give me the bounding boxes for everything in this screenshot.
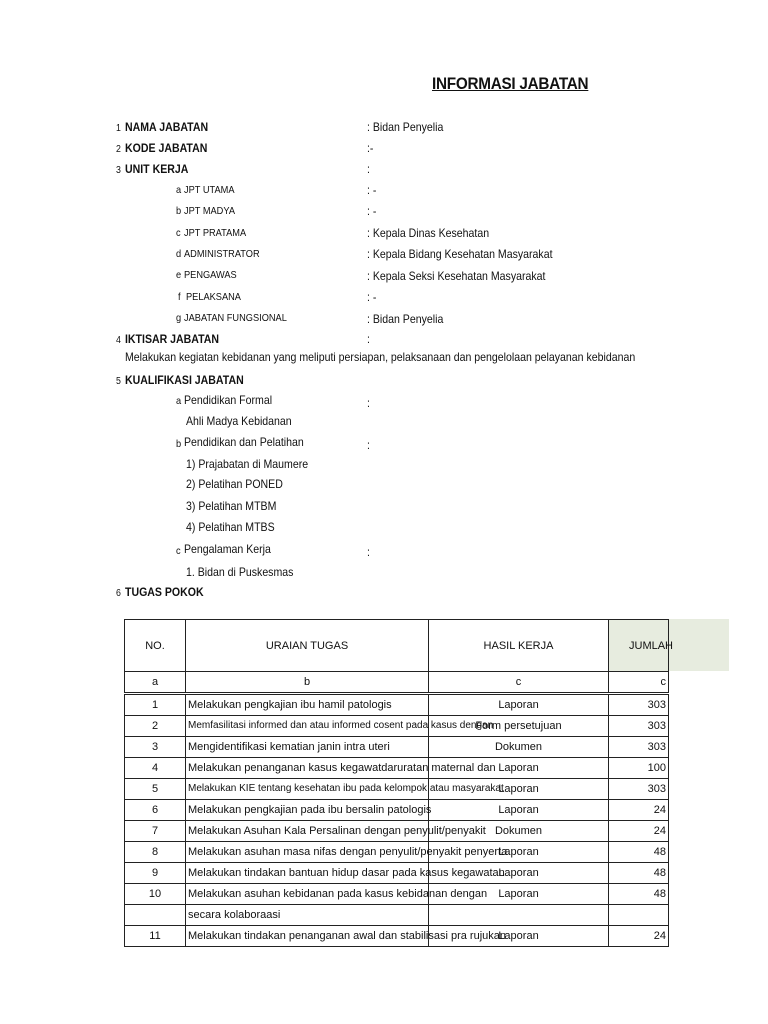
table-row	[125, 884, 669, 905]
pendidikan-formal-colon: :	[367, 396, 370, 410]
table-row	[125, 737, 669, 758]
header-jumlah: JUMLAH	[609, 620, 669, 672]
table-row	[125, 779, 669, 800]
header-hasil: HASIL KERJA	[429, 620, 609, 672]
tugas-table	[124, 619, 674, 947]
table-row	[125, 842, 669, 863]
row-hasil: Laporan	[429, 842, 609, 863]
row-no: 7	[125, 821, 186, 842]
unit-letter: c	[176, 227, 181, 239]
row-uraian: Melakukan Asuhan Kala Persalinan dengan penyulit/penyakit	[186, 821, 429, 842]
row-hasil: Laporan	[429, 779, 609, 800]
unit-label-jabatan-fungsional: JABATAN FUNGSIONAL	[184, 312, 287, 324]
row-jumlah: 100	[609, 758, 669, 779]
table-header-row	[125, 620, 669, 672]
row-uraian: Melakukan pengkajian ibu hamil patologis	[186, 694, 429, 716]
row-no: 2	[125, 716, 186, 737]
field-number: 3	[116, 165, 121, 176]
unit-letter: e	[176, 269, 182, 281]
unit-letter: b	[176, 205, 182, 217]
pelatihan-item: 2) Pelatihan PONED	[186, 477, 283, 491]
iktisar-colon: :	[367, 332, 370, 346]
row-hasil: Laporan	[429, 694, 609, 716]
row-jumlah: 303	[609, 737, 669, 758]
unit-label-administrator: ADMINISTRATOR	[184, 248, 260, 260]
pengalaman-colon: :	[367, 545, 370, 559]
row-hasil: Dokumen	[429, 737, 609, 758]
field-number: 2	[116, 144, 121, 155]
row-hasil: Laporan	[429, 800, 609, 821]
tugas-pokok-label: TUGAS POKOK	[125, 585, 204, 599]
unit-value-jpt-utama: : -	[367, 183, 377, 197]
row-hasil	[429, 905, 609, 926]
table-row	[125, 905, 669, 926]
unit-letter: a	[176, 184, 182, 196]
table-row	[125, 758, 669, 779]
table-row	[125, 716, 669, 737]
field-number: 6	[116, 588, 121, 599]
unit-value-administrator: : Kepala Bidang Kesehatan Masyarakat	[367, 247, 553, 261]
row-uraian: Melakukan asuhan kebidanan pada kasus kebidanan dengan	[186, 884, 429, 905]
pelatihan-item: 1) Prajabatan di Maumere	[186, 457, 309, 471]
letter-uraian: b	[186, 672, 429, 694]
unit-value-jpt-pratama: : Kepala Dinas Kesehatan	[367, 226, 490, 240]
pengalaman-label: Pengalaman Kerja	[184, 542, 271, 556]
jumlah-header-overflow	[668, 619, 729, 671]
row-no	[125, 905, 186, 926]
row-jumlah: 48	[609, 884, 669, 905]
row-jumlah: 24	[609, 821, 669, 842]
table-row	[125, 926, 669, 947]
field-value-kode-jabatan: :-	[367, 141, 374, 155]
field-number: 1	[116, 123, 121, 134]
kualifikasi-label: KUALIFIKASI JABATAN	[125, 373, 244, 387]
pelatihan-item: 3) Pelatihan MTBM	[186, 499, 277, 513]
iktisar-label: IKTISAR JABATAN	[125, 332, 220, 346]
row-no: 6	[125, 800, 186, 821]
row-no: 5	[125, 779, 186, 800]
row-no: 9	[125, 863, 186, 884]
header-uraian: URAIAN TUGAS	[186, 620, 429, 672]
row-uraian: Melakukan tindakan penanganan awal dan stabilisasi pra rujukan	[186, 926, 429, 947]
row-no: 8	[125, 842, 186, 863]
table-row	[125, 821, 669, 842]
pelatihan-item: 4) Pelatihan MTBS	[186, 520, 275, 534]
row-jumlah: 24	[609, 800, 669, 821]
table-row	[125, 863, 669, 884]
unit-letter: f	[178, 291, 181, 303]
table-letter-row	[125, 672, 669, 694]
row-no: 4	[125, 758, 186, 779]
page-title: INFORMASI JABATAN	[432, 74, 589, 93]
row-uraian: secara kolaboraasi	[186, 905, 429, 926]
row-hasil: Laporan	[429, 863, 609, 884]
kualifikasi-letter: b	[176, 438, 182, 450]
unit-value-pelaksana: : -	[367, 290, 377, 304]
field-value-unit-kerja: :	[367, 162, 370, 176]
pendidikan-formal-value: Ahli Madya Kebidanan	[186, 414, 292, 428]
field-value-nama-jabatan: : Bidan Penyelia	[367, 120, 444, 134]
header-no: NO.	[125, 620, 186, 672]
row-no: 11	[125, 926, 186, 947]
letter-no: a	[125, 672, 186, 694]
row-jumlah: 303	[609, 694, 669, 716]
row-hasil: Laporan	[429, 758, 609, 779]
row-no: 1	[125, 694, 186, 716]
letter-jumlah: c	[609, 672, 669, 694]
unit-letter: d	[176, 248, 182, 260]
row-no: 10	[125, 884, 186, 905]
row-hasil: Dokumen	[429, 821, 609, 842]
unit-label-jpt-utama: JPT UTAMA	[184, 184, 235, 196]
row-hasil: Laporan	[429, 884, 609, 905]
pendidikan-pelatihan-colon: :	[367, 438, 370, 452]
row-hasil: Form persetujuan	[429, 716, 609, 737]
row-uraian: Melakukan pengkajian pada ibu bersalin patologis	[186, 800, 429, 821]
row-hasil: Laporan	[429, 926, 609, 947]
unit-label-jpt-madya: JPT MADYA	[184, 205, 236, 217]
row-uraian: Melakukan penanganan kasus kegawatdaruratan maternal dan	[186, 758, 429, 779]
row-uraian: Memfasilitasi informed dan atau informed cosent pada kasus dengan	[186, 716, 429, 737]
row-uraian: Melakukan KIE tentang kesehatan ibu pada kelompok atau masyarakat	[186, 779, 429, 800]
row-jumlah: 24	[609, 926, 669, 947]
unit-label-pengawas: PENGAWAS	[184, 269, 237, 281]
unit-label-jpt-pratama: JPT PRATAMA	[184, 227, 247, 239]
unit-label-pelaksana: PELAKSANA	[186, 291, 241, 303]
field-label-nama-jabatan: NAMA JABATAN	[125, 120, 209, 134]
kualifikasi-letter: a	[176, 395, 182, 407]
unit-value-jpt-madya: : -	[367, 204, 377, 218]
unit-value-jabatan-fungsional: : Bidan Penyelia	[367, 312, 444, 326]
row-uraian: Mengidentifikasi kematian janin intra uteri	[186, 737, 429, 758]
field-number: 5	[116, 376, 121, 387]
kualifikasi-letter: c	[176, 545, 181, 557]
pendidikan-formal-label: Pendidikan Formal	[184, 393, 273, 407]
field-label-kode-jabatan: KODE JABATAN	[125, 141, 208, 155]
row-jumlah: 48	[609, 842, 669, 863]
row-jumlah: 303	[609, 716, 669, 737]
letter-hasil: c	[429, 672, 609, 694]
row-uraian: Melakukan tindakan bantuan hidup dasar pada kasus kegawatan	[186, 863, 429, 884]
row-no: 3	[125, 737, 186, 758]
pengalaman-value: 1. Bidan di Puskesmas	[186, 565, 294, 579]
pendidikan-pelatihan-label: Pendidikan dan Pelatihan	[184, 435, 304, 449]
unit-letter: g	[176, 312, 182, 324]
field-label-unit-kerja: UNIT KERJA	[125, 162, 189, 176]
field-number: 4	[116, 335, 121, 346]
row-jumlah: 48	[609, 863, 669, 884]
row-jumlah	[609, 905, 669, 926]
table-row	[125, 694, 669, 716]
table-row	[125, 800, 669, 821]
unit-value-pengawas: : Kepala Seksi Kesehatan Masyarakat	[367, 269, 546, 283]
iktisar-text: Melakukan kegiatan kebidanan yang meliputi persiapan, pelaksanaan dan pengelolaan pelayanan kebidanan	[125, 350, 636, 364]
row-jumlah: 303	[609, 779, 669, 800]
row-uraian: Melakukan asuhan masa nifas dengan penyulit/penyakit penyerta	[186, 842, 429, 863]
